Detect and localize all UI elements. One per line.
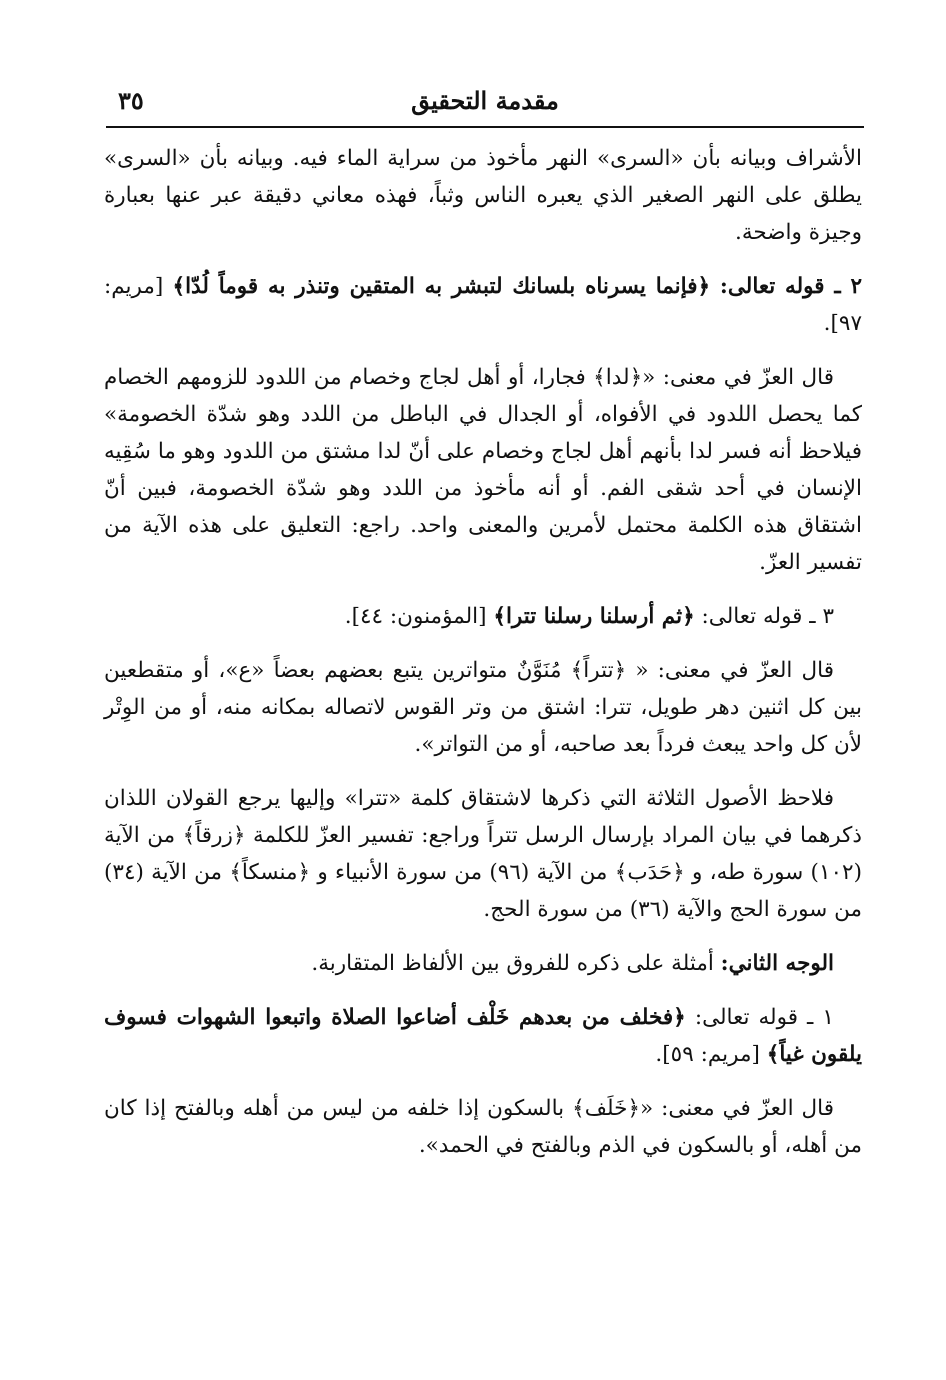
page-body: [104, 140, 862, 1181]
paragraph-verse-1: [104, 999, 862, 1073]
paragraph-5: قال العزّ في معنى: « ﴿تتراً﴾ مُنَوَّنٌ متواترين يتبع بعضهم بعضاً «ع»، أو متقطعين بين كل اثنين دهر طويل، تترا: اشتق من وتر القوس لاتصاله بمكانه منه، أو من الوِتْر لأن كل واحد يبعث فرداً بعد صاحبه، أو من التواتر».: [104, 658, 862, 757]
header-divider: [106, 126, 864, 128]
verse-2-prefix: ٢ ـ قوله تعالى:: [710, 274, 862, 299]
verse-2-quran: ﴿فإنما يسرناه بلسانك لتبشر به المتقين وتنذر به قوماً لُدّا﴾: [172, 274, 711, 299]
paragraph-verse-3: [104, 598, 862, 635]
verse-2-reference: [مريم: ٩٧].: [104, 274, 862, 336]
running-title: مقدمة التحقيق: [411, 86, 559, 115]
paragraph-1: الأشراف وبيانه بأن «السرى» النهر مأخوذ من سراية الماء فيه. وبيانه بأن «السرى» يطلق على النهر الصغير الذي يعبره الناس وثباً، فهذه معاني دقيقة عبر عنها بعبارة وجيزة واضحة.: [104, 146, 862, 245]
verse-3-reference: [المؤمنون: ٤٤].: [344, 604, 494, 629]
page-number: ٣٥: [118, 86, 144, 115]
second-aspect-text: أمثلة على ذكره للفروق بين الألفاظ المتقاربة.: [311, 951, 721, 976]
paragraph-9: قال العزّ في معنى: «﴿خَلَف﴾ بالسكون إذا خلفه من ليس من أهله وبالفتح إذا كان من أهله، أو بالسكون في الذم وبالفتح في الحمد».: [104, 1096, 862, 1158]
paragraph-3: قال العزّ في معنى: «﴿لدا﴾ فجارا، أو أهل لجاج وخصام من اللدود للزومهم الخصام كما يحصل اللدود في الأفواه، أو الجدال في الباطل من اللدد وهو شدّة الخصومة» فيلاحظ أنه فسر لدا بأنهم أهل لجاج وخصام على أنّ لدا مشتق من اللدود وهو ما سُقِيه الإنسان في أحد شقى الفم. أو أنه مأخوذ من اللدد وهو شدّة الخصومة، فبين أنّ اشتقاق هذه الكلمة محتمل لأمرين والمعنى واحد. راجع: التعليق على هذه الآية من تفسير العزّ.: [104, 365, 862, 575]
verse-1-reference: [مريم: ٥٩].: [655, 1042, 767, 1067]
verse-3-prefix: ٣ ـ قوله تعالى:: [694, 604, 834, 629]
paragraph-second-aspect: [104, 945, 862, 982]
verse-3-quran: ﴿ثم أرسلنا رسلنا تترا﴾: [493, 604, 695, 629]
paragraph-6: فلاحظ الأصول الثلاثة التي ذكرها لاشتقاق كلمة «تترا» وإليها يرجع القولان اللذان ذكرهما في بيان المراد بإرسال الرسل تتراً وراجع: تفسير العزّ للكلمة ﴿زرقاً﴾ من الآية (١٠٢) سورة طه، و ﴿حَدَب﴾ من الآية (٩٦) من سورة الأنبياء و ﴿منسكاً﴾ من الآية (٣٤) من سورة الحج والآية (٣٦) من سورة الحج.: [104, 786, 862, 922]
verse-1-prefix: ١ ـ قوله تعالى:: [685, 1005, 834, 1030]
verse-1-quran: ﴿فخلف من بعدهم خَلْف أضاعوا الصلاة واتبعوا الشهوات فسوف يلقون غياً﴾: [104, 1005, 862, 1067]
paragraph-verse-2: [104, 268, 862, 342]
second-aspect-label: الوجه الثاني:: [720, 951, 834, 976]
page-header: [108, 80, 862, 124]
